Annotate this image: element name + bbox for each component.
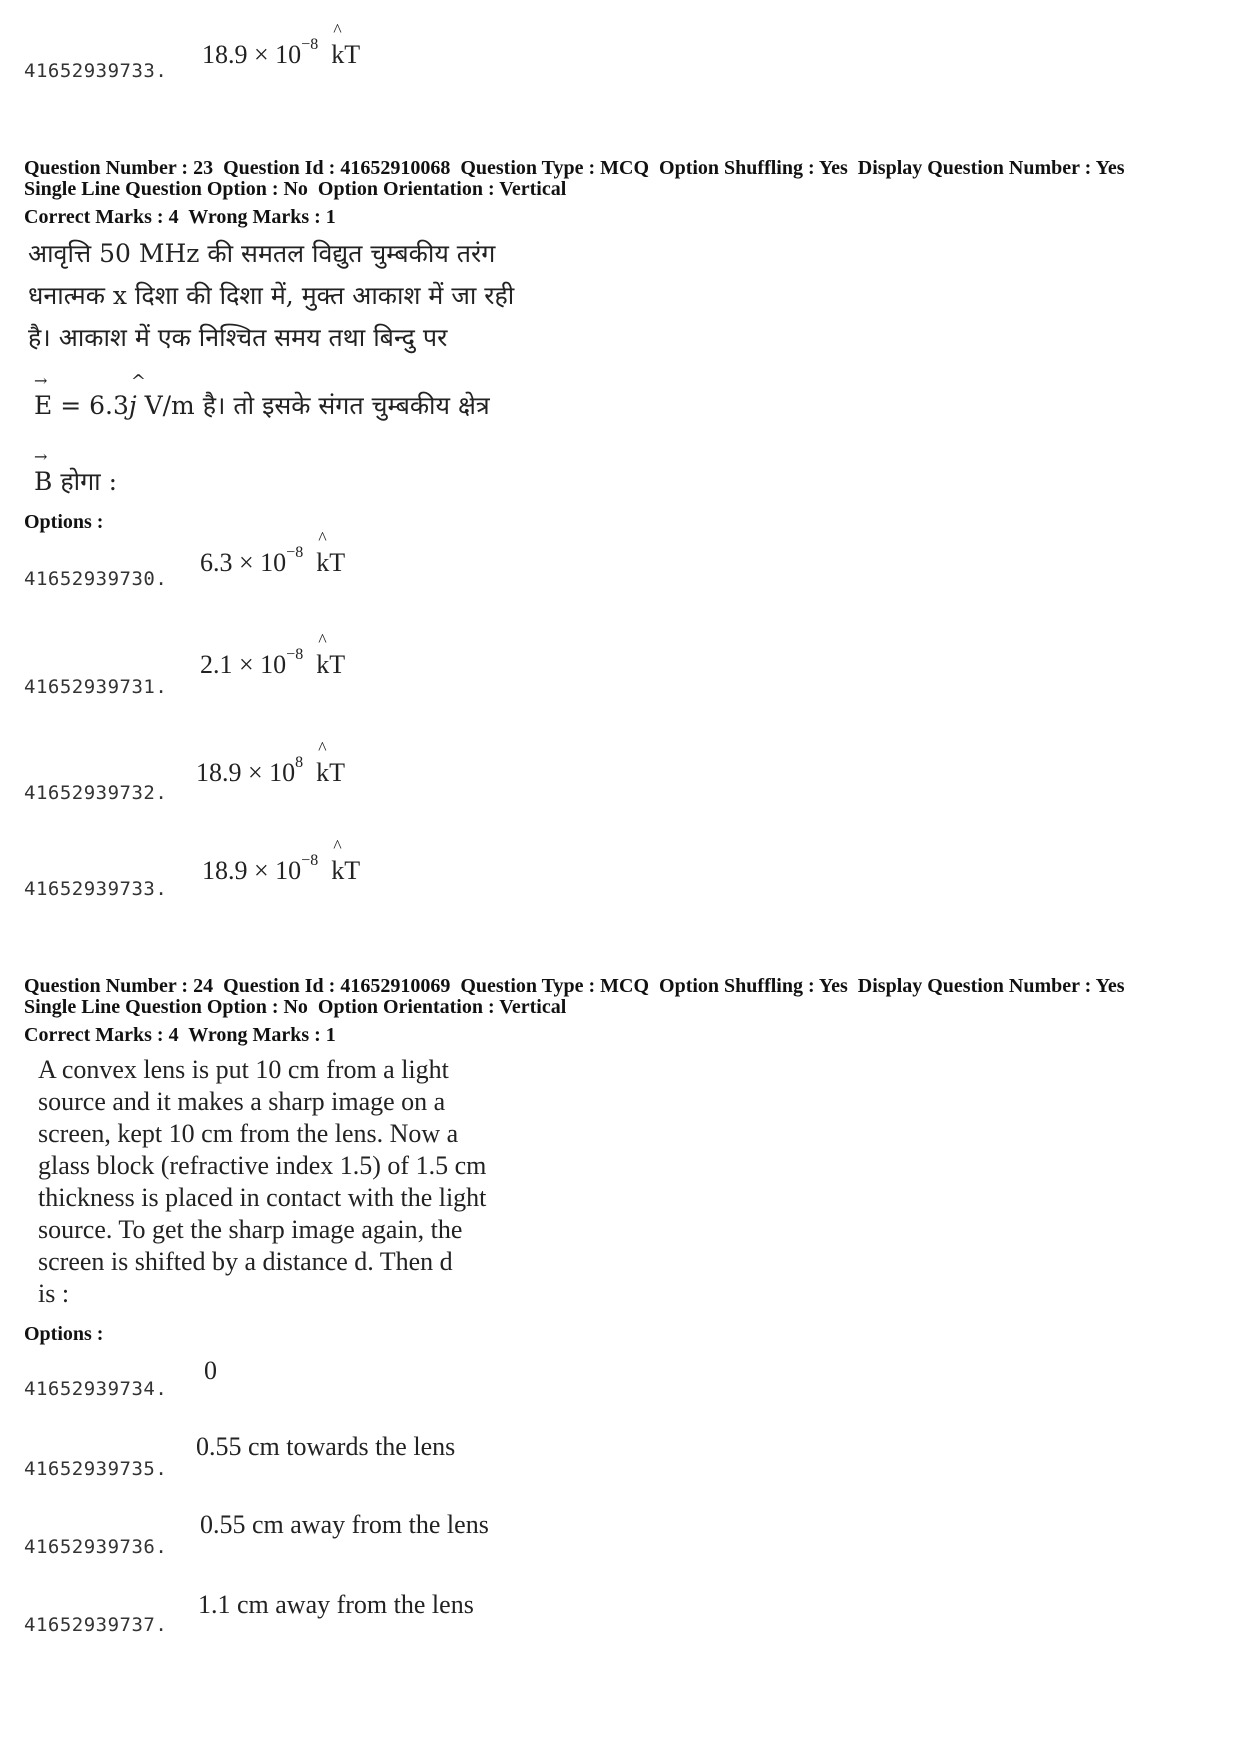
q24-text-line: thickness is placed in contact with the light [38,1183,487,1212]
q24-question-text [38,1054,558,1310]
e-unit: V/m [144,391,195,420]
q23-options-label: Options : [24,511,104,533]
option-base: 2.1 × 10 [200,650,287,679]
q23-text-line5-rest: होगा : [60,467,117,496]
unit-vector-k: ^ k [316,758,329,788]
option-text: 0 [204,1356,217,1385]
option-text: 1.1 cm away from the lens [198,1590,474,1619]
q23-marks: Correct Marks : 4 Wrong Marks : 1 [24,206,336,228]
option-exponent: −8 [301,852,319,870]
unit-vector-j: ^ j [129,391,137,420]
prev-option-value [202,36,361,70]
option-id: 41652939732. [24,782,168,804]
q24-text-line: source. To get the sharp image again, the [38,1215,463,1244]
q24-text-line: is : [38,1279,70,1308]
option-unit: T [329,650,346,679]
option-value [200,646,346,680]
q24-meta-line2: Single Line Question Option : No Option Orientation : Vertical [24,996,567,1018]
q23-text-line4 [34,388,490,422]
prev-option-id: 41652939733. [24,60,168,82]
unit-vector-k: ^ k [316,548,329,578]
option-value [196,754,346,788]
q23-meta-line1: Question Number : 23 Question Id : 41652910068 Question Type : MCQ Option Shuffling : Yes Display Question Number : Yes [24,157,1125,179]
option-base: 18.9 × 10 [202,856,302,885]
option-unit: T [344,40,361,69]
option-unit: T [329,548,346,577]
q24-meta-line1: Question Number : 24 Question Id : 41652910069 Question Type : MCQ Option Shuffling : Yes Display Question Number : Yes [24,975,1125,997]
option-unit: T [329,758,346,787]
q24-options-label: Options : [24,1323,104,1345]
unit-vector-k: ^ k [331,40,344,70]
q24-text-line: source and it makes a sharp image on a [38,1087,446,1116]
option-id: 41652939737. [24,1614,168,1636]
q24-text-line: screen, kept 10 cm from the lens. Now a [38,1119,459,1148]
q24-text-line: screen is shifted by a distance d. Then d [38,1247,453,1276]
option-id: 41652939735. [24,1458,168,1480]
q23-text-line3: है। आकाश में एक निश्चित समय तथा बिन्दु पर [28,323,448,352]
q23-text-line2: धनात्मक x दिशा की दिशा में, मुक्त आकाश में जा रही [28,281,515,310]
option-base: 6.3 × 10 [200,548,287,577]
e-vector-symbol: → E [34,391,52,420]
option-exponent: −8 [286,646,304,664]
q23-text-line1: आवृत्ति 50 MHz की समतल विद्युत चुम्बकीय तरंग [28,239,496,268]
q24-text-line: glass block (refractive index 1.5) of 1.5 cm [38,1151,487,1180]
q24-marks: Correct Marks : 4 Wrong Marks : 1 [24,1024,336,1046]
b-vector-symbol: → B [34,467,52,496]
unit-vector-k: ^ k [316,650,329,680]
option-exponent: −8 [301,36,319,54]
q24-text-line: A convex lens is put 10 cm from a light [38,1055,449,1084]
unit-vector-k: ^ k [331,856,344,886]
option-id: 41652939736. [24,1536,168,1558]
option-base: 18.9 × 10 [196,758,296,787]
option-unit: T [344,856,361,885]
option-id: 41652939733. [24,878,168,900]
option-text: 0.55 cm towards the lens [196,1432,456,1461]
q23-meta-line2: Single Line Question Option : No Option Orientation : Vertical [24,178,567,200]
q23-text-line5 [34,464,117,498]
option-value [202,852,361,886]
q23-text-line4-rest: है। तो इसके संगत चुम्बकीय क्षेत्र [202,391,490,420]
option-id: 41652939734. [24,1378,168,1400]
option-id: 41652939730. [24,568,168,590]
option-id: 41652939731. [24,676,168,698]
option-value [200,544,346,578]
option-exponent: 8 [295,754,304,772]
option-base: 18.9 × 10 [202,40,302,69]
e-value: = 6.3 [60,391,129,420]
option-text: 0.55 cm away from the lens [200,1510,489,1539]
option-exponent: −8 [286,544,304,562]
